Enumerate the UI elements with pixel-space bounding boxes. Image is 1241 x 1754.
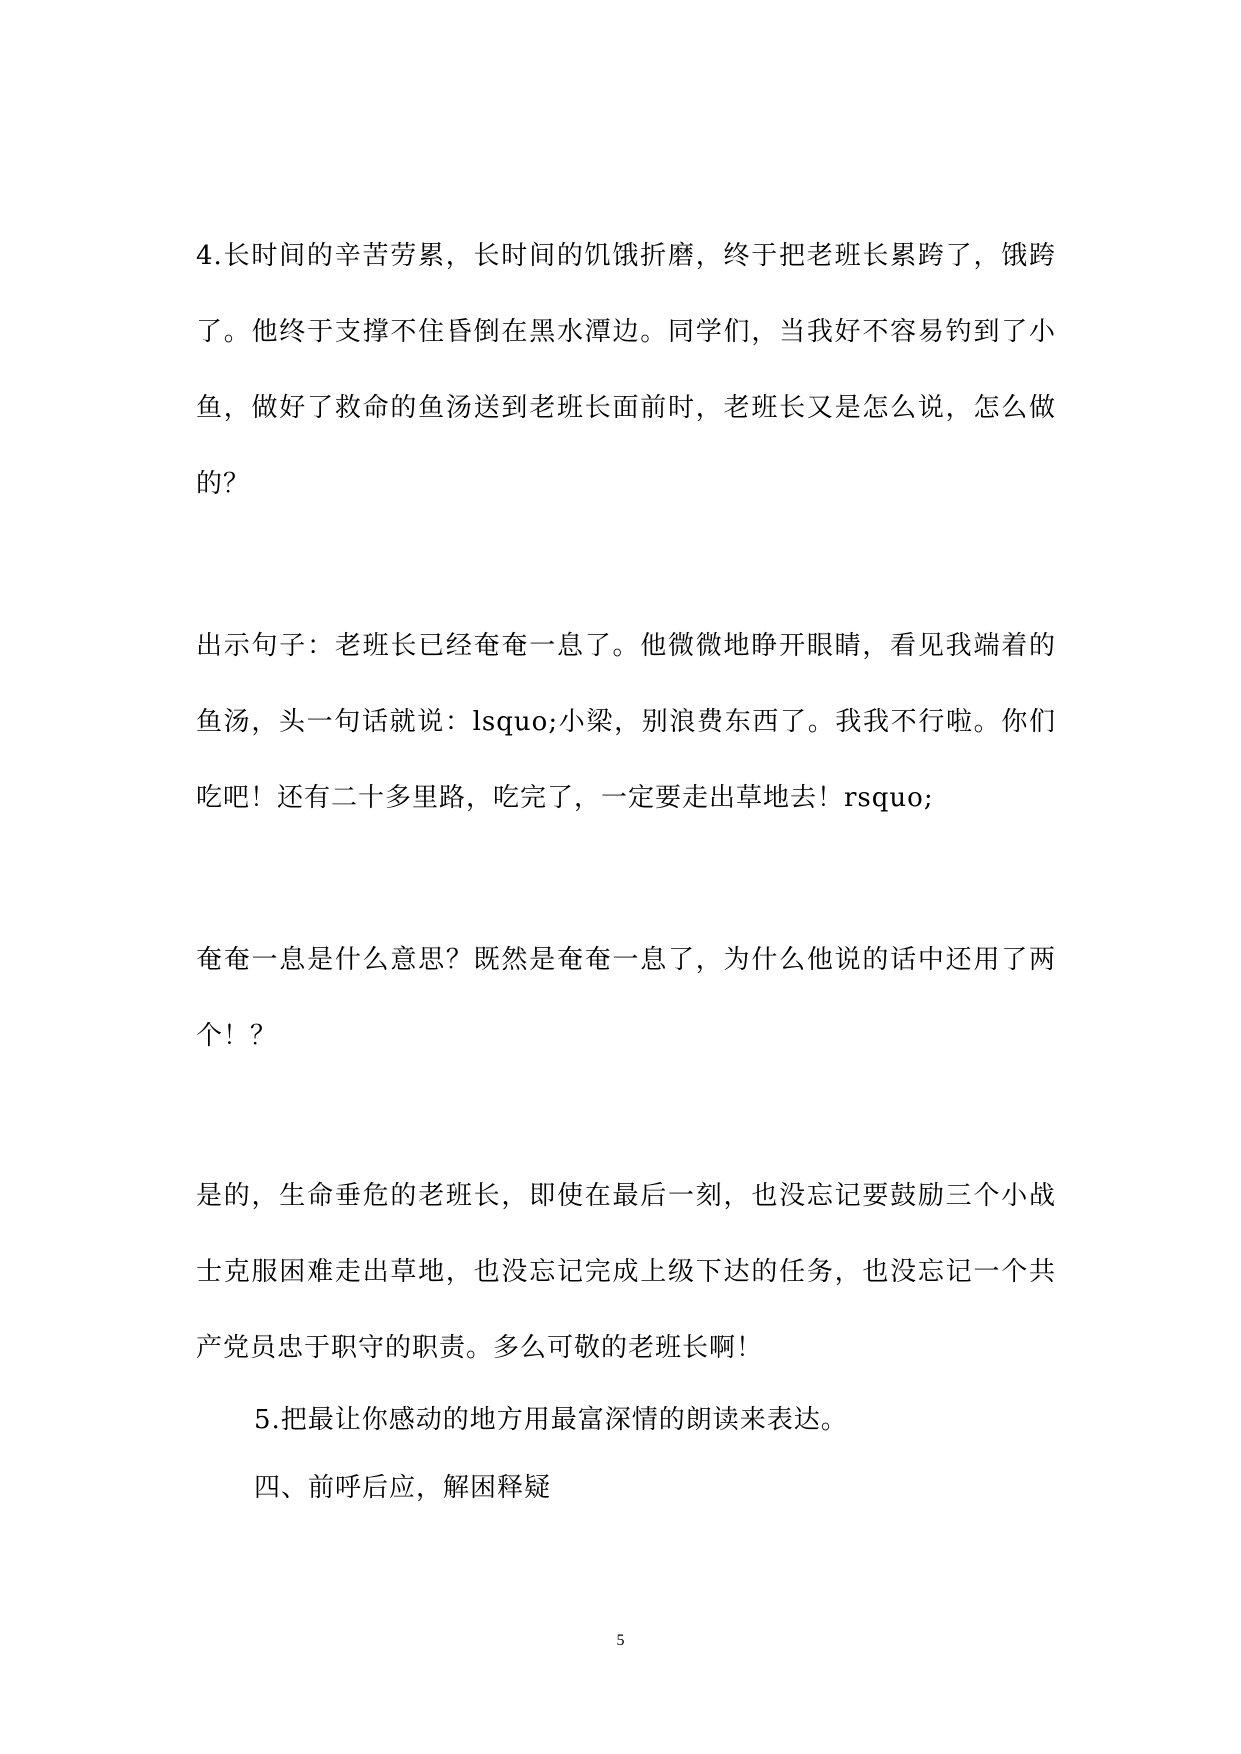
- paragraph-spacer: [196, 1074, 1056, 1158]
- paragraph-question-4: 4.长时间的辛苦劳累，长时间的饥饿折磨，终于把老班长累跨了，饿跨了。他终于支撑不住昏倒在黑水潭边。同学们，当我好不容易钓到了小鱼，做好了救命的鱼汤送到老班长面前时，老班长又是怎么说，怎么做的？: [196, 241, 1056, 499]
- section-heading-4: 四、前呼后应，解困释疑: [254, 1473, 552, 1503]
- paragraph-quoted-sentence: 出示句子：老班长已经奄奄一息了。他微微地睁开眼睛，看见我端着的鱼汤，头一句话就说：lsquo;小梁，别浪费东西了。我我不行啦。你们吃吧！还有二十多里路，吃完了，一定要走出草地去！rsquo;: [196, 631, 1056, 813]
- paragraph-spacer: [196, 836, 1056, 922]
- paragraph-question-meaning: 奄奄一息是什么意思？既然是奄奄一息了，为什么他说的话中还用了两个！？: [196, 945, 1056, 1051]
- document-body: [196, 218, 1056, 1522]
- page-number: 5: [616, 1632, 625, 1649]
- paragraph-summary: 是的，生命垂危的老班长，即使在最后一刻，也没忘记要鼓励三个小战士克服困难走出草地，也没忘记完成上级下达的任务，也没忘记一个共产党员忠于职守的职责。多么可敬的老班长啊！: [196, 1181, 1056, 1363]
- paragraph-spacer: [196, 522, 1056, 608]
- paragraph-step-5: 5.把最让你感动的地方用最富深情的朗读来表达。: [254, 1405, 848, 1435]
